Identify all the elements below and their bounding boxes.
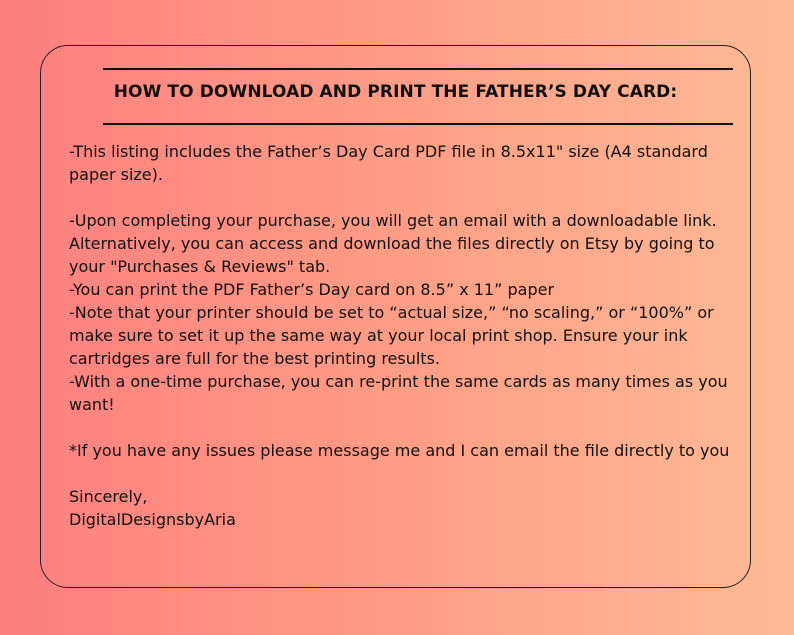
paragraph-printer-settings: -Note that your printer should be set to “actual size,” “no scaling,” or “100%” or make sure to set it up the same way at your local print shop. Ensure your ink cartridges are full for the best printing results. xyxy=(69,303,714,368)
paragraph-issues: *If you have any issues please message me and I can email the file directly to you xyxy=(69,441,730,460)
card-body xyxy=(69,140,739,531)
signoff-name: DigitalDesignsbyAria xyxy=(69,510,236,529)
signoff-closing: Sincerely, xyxy=(69,487,148,506)
paragraph-reprint: -With a one-time purchase, you can re-print the same cards as many times as you want! xyxy=(69,372,728,414)
spacer xyxy=(69,462,739,485)
paragraph-print-size: -You can print the PDF Father’s Day card on 8.5” x 11” paper xyxy=(69,280,555,299)
card-heading: HOW TO DOWNLOAD AND PRINT THE FATHER’S DAY CARD: xyxy=(113,82,678,102)
top-divider xyxy=(103,68,733,70)
bottom-divider xyxy=(103,123,733,125)
paragraph-file-size: -This listing includes the Father’s Day Card PDF file in 8.5x11" size (A4 standard paper size). xyxy=(69,142,708,184)
spacer xyxy=(69,416,739,439)
instruction-card xyxy=(40,45,751,588)
paragraph-download: -Upon completing your purchase, you will get an email with a downloadable link. Alternatively, you can access and download the files directly on Etsy by going to your "Purchases & Reviews" tab. xyxy=(69,211,717,276)
spacer xyxy=(69,186,739,209)
